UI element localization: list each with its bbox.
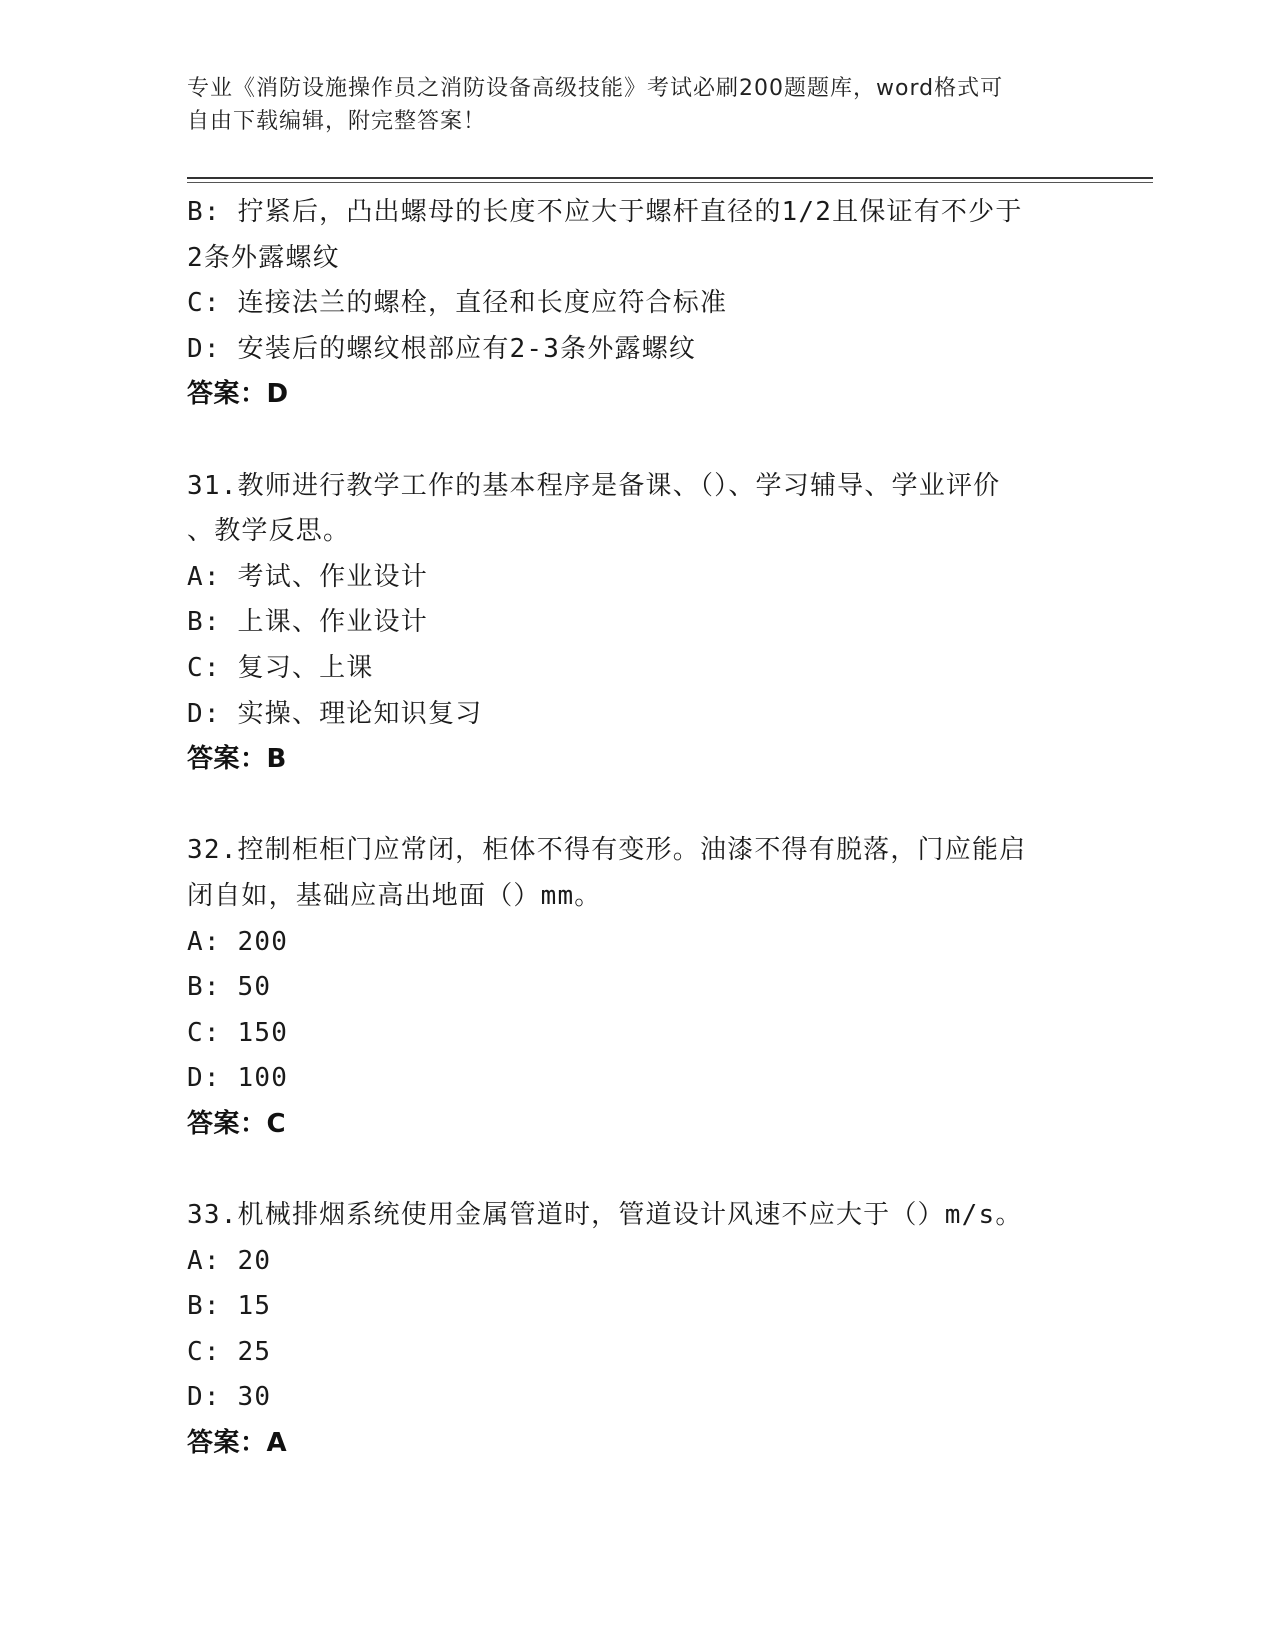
question-30-option-c: C: 连接法兰的螺栓，直径和长度应符合标准 [187,288,728,319]
question-33-stem-line-1: 33.机械排烟系统使用金属管道时，管道设计风速不应大于（）m/s。 [187,1200,1023,1231]
question-30-answer: 答案：D [187,379,289,410]
question-spacer [187,418,1087,464]
question-30-option-b-line-2: 2条外露螺纹 [187,242,340,273]
header-divider-thin [187,182,1153,183]
question-32 [187,828,1087,1147]
question-33 [187,1193,1087,1467]
header-title-line-1: 专业《消防设施操作员之消防设备高级技能》考试必刷200题题库，word格式可 [187,76,1004,101]
question-33-option-a: A: 20 [187,1245,272,1276]
question-32-option-d: D: 100 [187,1063,289,1094]
question-31-stem-line-2: 、教学反思。 [187,516,351,547]
question-30-continued [187,190,1087,418]
question-32-option-b: B: 50 [187,972,272,1003]
question-33-option-d: D: 30 [187,1382,272,1413]
question-spacer [187,1147,1087,1193]
header-divider-thick [187,177,1153,179]
question-30-option-d: D: 安装后的螺纹根部应有2-3条外露螺纹 [187,333,697,364]
question-31-option-b: B: 上课、作业设计 [187,607,428,638]
question-30-option-b-line-1: B: 拧紧后，凸出螺母的长度不应大于螺杆直径的1/2且保证有不少于 [187,197,1023,227]
question-32-answer: 答案：C [187,1108,287,1139]
question-31-answer: 答案：B [187,744,287,775]
question-32-stem-line-1: 32.控制柜柜门应常闭，柜体不得有变形。油漆不得有脱落，门应能启 [187,835,1027,866]
question-list [187,190,1087,1467]
question-32-option-c: C: 150 [187,1017,289,1048]
question-31-stem-line-1: 31.教师进行教学工作的基本程序是备课、（）、学习辅导、学业评价 [187,470,1001,501]
question-31-option-a: A: 考试、作业设计 [187,561,428,592]
question-33-option-b: B: 15 [187,1291,272,1322]
header-title-line-2: 自由下载编辑，附完整答案！ [187,109,487,134]
question-spacer [187,783,1087,829]
question-33-answer: 答案：A [187,1428,288,1459]
question-32-stem-line-2: 闭自如，基础应高出地面（）mm。 [187,880,602,911]
question-31 [187,464,1087,783]
question-31-option-c: C: 复习、上课 [187,652,374,683]
question-33-option-c: C: 25 [187,1336,272,1367]
document-header [187,72,1087,138]
question-31-option-d: D: 实操、理论知识复习 [187,698,483,729]
question-32-option-a: A: 200 [187,926,289,957]
